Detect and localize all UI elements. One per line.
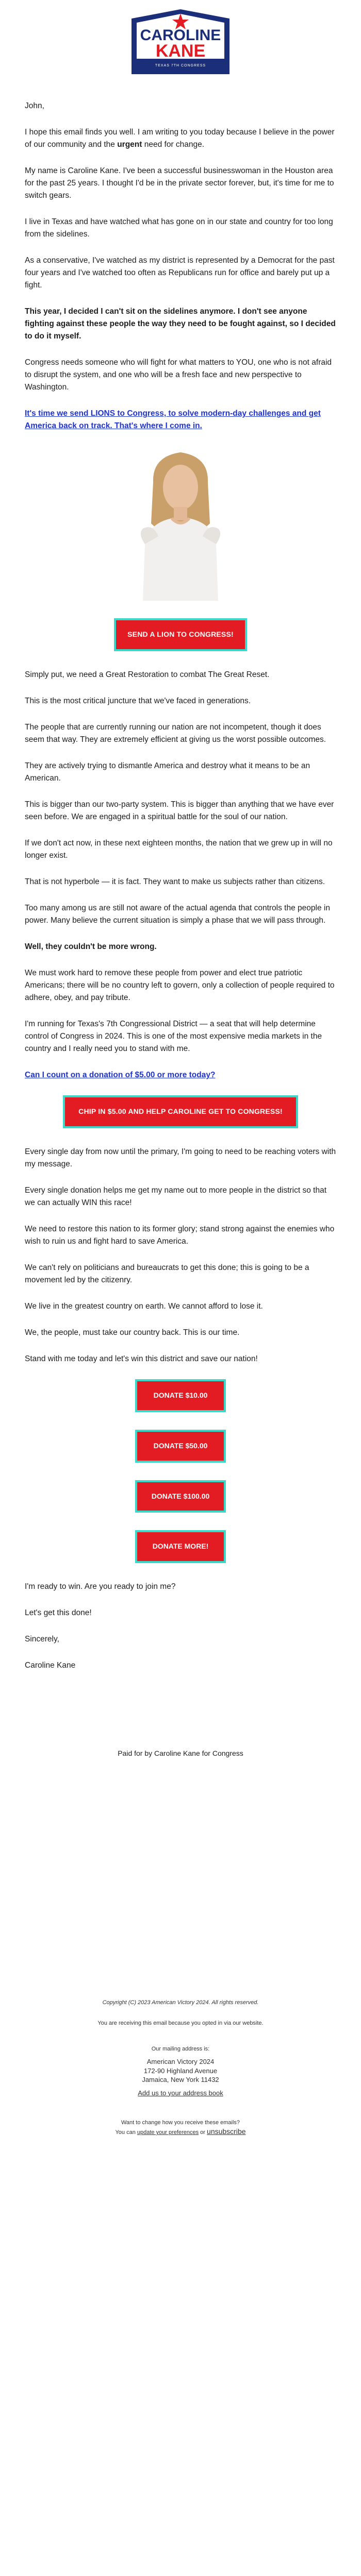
paragraph-bold: Well, they couldn't be more wrong. — [25, 942, 157, 952]
logo-shield-icon — [121, 7, 240, 79]
paragraph: Sincerely, — [25, 1634, 59, 1643]
donate-10-button[interactable]: DONATE $10.00 — [135, 1379, 226, 1412]
want-change-text: Want to change how you receive these emails? — [121, 2120, 240, 2126]
donate-container — [25, 1530, 336, 1563]
paragraph: I'm ready to win. Are you ready to join me? — [25, 1582, 176, 1591]
paragraph-link — [25, 408, 336, 432]
paragraph: We, the people, must take our country back. This is our time. — [25, 1328, 240, 1337]
donate-100-button[interactable]: DONATE $100.00 — [135, 1480, 226, 1513]
paragraph: That is not hyperbole — it is fact. They want to make us subjects rather than citizens. — [25, 877, 325, 887]
paragraph: This is bigger than our two-party system. This is bigger than anything that we have ever seen before. We are engaged in a spiritual battle for the soul of our nation. — [25, 800, 334, 822]
paragraph: Let's get this done! — [25, 1608, 92, 1617]
donate-container — [25, 1430, 336, 1463]
send-lion-button[interactable]: SEND A LION TO CONGRESS! — [114, 618, 247, 651]
email-container — [25, 7, 336, 2137]
paragraph: We need to restore this nation to its former glory; stand strong against the enemies who wish to ruin us and fight hard to save America. — [25, 1225, 335, 1246]
logo-line1: CAROLINE — [140, 27, 221, 44]
paragraph: I hope this email finds you well. I am writing to you today because I believe in the power of our community and the urgent need for change. — [25, 128, 335, 149]
email-body — [25, 79, 336, 1672]
paragraph: My name is Caroline Kane. I've been a successful businesswoman in the Houston area for the past 25 years. I thought I'd be in the private sector forever, but, it's time for me to switch gears. — [25, 166, 334, 200]
donate-50-button[interactable]: DONATE $50.00 — [135, 1430, 226, 1463]
unsubscribe-link[interactable]: unsubscribe — [207, 2127, 246, 2136]
footer — [25, 1999, 336, 2137]
paragraph-link — [25, 1069, 336, 1081]
paragraph: Simply put, we need a Great Restoration to combat The Great Reset. — [25, 670, 270, 679]
paragraph: The people that are currently running our nation are not incompetent, though it does seem that way. They are extremely efficient at giving us the worst possible outcomes. — [25, 723, 326, 744]
paragraph-bold: This year, I decided I can't sit on the sidelines anymore. I don't see anyone fighting against these people the way they need to be fought against, so I decided to do it myself. — [25, 307, 336, 341]
campaign-logo — [121, 7, 240, 79]
add-address-book-link[interactable]: Add us to your address book — [138, 2089, 223, 2097]
paragraph: Stand with me today and let's win this district and save our nation! — [25, 1354, 258, 1364]
mailing-address — [25, 2057, 336, 2084]
donate-more-button[interactable]: DONATE MORE! — [135, 1530, 226, 1563]
cta-container — [25, 1095, 336, 1128]
copyright: Copyright (C) 2023 American Victory 2024. All rights reserved. — [102, 1999, 259, 2006]
paragraph: We live in the greatest country on earth. We cannot afford to lose it. — [25, 1302, 263, 1311]
opt-in-notice: You are receiving this email because you opted in via our website. — [97, 2020, 264, 2026]
street: 172-90 Highland Avenue — [143, 2066, 218, 2075]
paragraph: Too many among us are still not aware of the actual agenda that controls the people in power. Many believe the current situation is simply a phase that we will pass through. — [25, 904, 330, 925]
org-name: American Victory 2024 — [146, 2057, 215, 2065]
city: Jamaica, New York 11432 — [142, 2076, 219, 2084]
paragraph: We can't rely on politicians and bureaucrats to get this done; this is going to be a movement led by the citizenry. — [25, 1263, 309, 1285]
paragraph: We must work hard to remove these people from power and elect true patriotic Americans; there will be no country left to govern, only a collection of people required to adhere, obey, and pay tribute. — [25, 969, 335, 1003]
preferences-notice — [25, 2119, 336, 2137]
donate-container — [25, 1379, 336, 1412]
greeting: John, — [25, 101, 44, 110]
paragraph: Every single donation helps me get my name out to more people in the district so that we can actually WIN this race! — [25, 1186, 327, 1208]
donation-link[interactable]: Can I count on a donation of $5.00 or more today? — [25, 1071, 216, 1080]
mailing-label: Our mailing address is: — [151, 2045, 210, 2052]
donate-container — [25, 1480, 336, 1513]
signature: Caroline Kane — [25, 1660, 76, 1670]
paragraph: I'm running for Texas's 7th Congressional District — a seat that will help determine control of Congress in 2024. This is one of the most expensive media markets in the country and I really need you to stand with me. — [25, 1020, 322, 1054]
candidate-photo — [122, 446, 239, 601]
portrait-image-icon — [122, 446, 239, 601]
update-preferences-link[interactable]: update your preferences — [137, 2129, 199, 2136]
logo-line2: KANE — [155, 41, 206, 61]
logo-subtitle: TEXAS 7TH CONGRESS — [155, 64, 206, 67]
paragraph: This is the most critical juncture that we've faced in generations. — [25, 697, 251, 705]
paid-for-disclaimer: Paid for by Caroline Kane for Congress — [118, 1749, 243, 1757]
lions-link[interactable]: It's time we send LIONS to Congress, to solve modern-day challenges and get America back on track. That's where I come in. — [25, 409, 321, 431]
chip-in-button[interactable]: CHIP IN $5.00 AND HELP CAROLINE GET TO CONGRESS! — [63, 1095, 298, 1128]
paragraph: As a conservative, I've watched as my district is represented by a Democrat for the past four years and I've watched too often as Republicans run for office and barely put up a fight. — [25, 256, 335, 290]
cta-container — [25, 618, 336, 651]
paragraph: If we don't act now, in these next eighteen months, the nation that we grew up in will no longer exist. — [25, 839, 333, 860]
paragraph: Congress needs someone who will fight for what matters to YOU, one who is not afraid to disrupt the system, and one who will be a fresh face and new perspective to Washington. — [25, 358, 332, 392]
address-book-row — [25, 2089, 336, 2098]
paragraph: I live in Texas and have watched what has gone on in our state and country for too long from the sidelines. — [25, 217, 333, 239]
paragraph: They are actively trying to dismantle America and destroy what it means to be an American. — [25, 761, 310, 783]
prefs-row: You can update your preferences or unsubscribe — [115, 2127, 246, 2136]
paragraph: Every single day from now until the primary, I'm going to need to be reaching voters with my message. — [25, 1147, 336, 1169]
